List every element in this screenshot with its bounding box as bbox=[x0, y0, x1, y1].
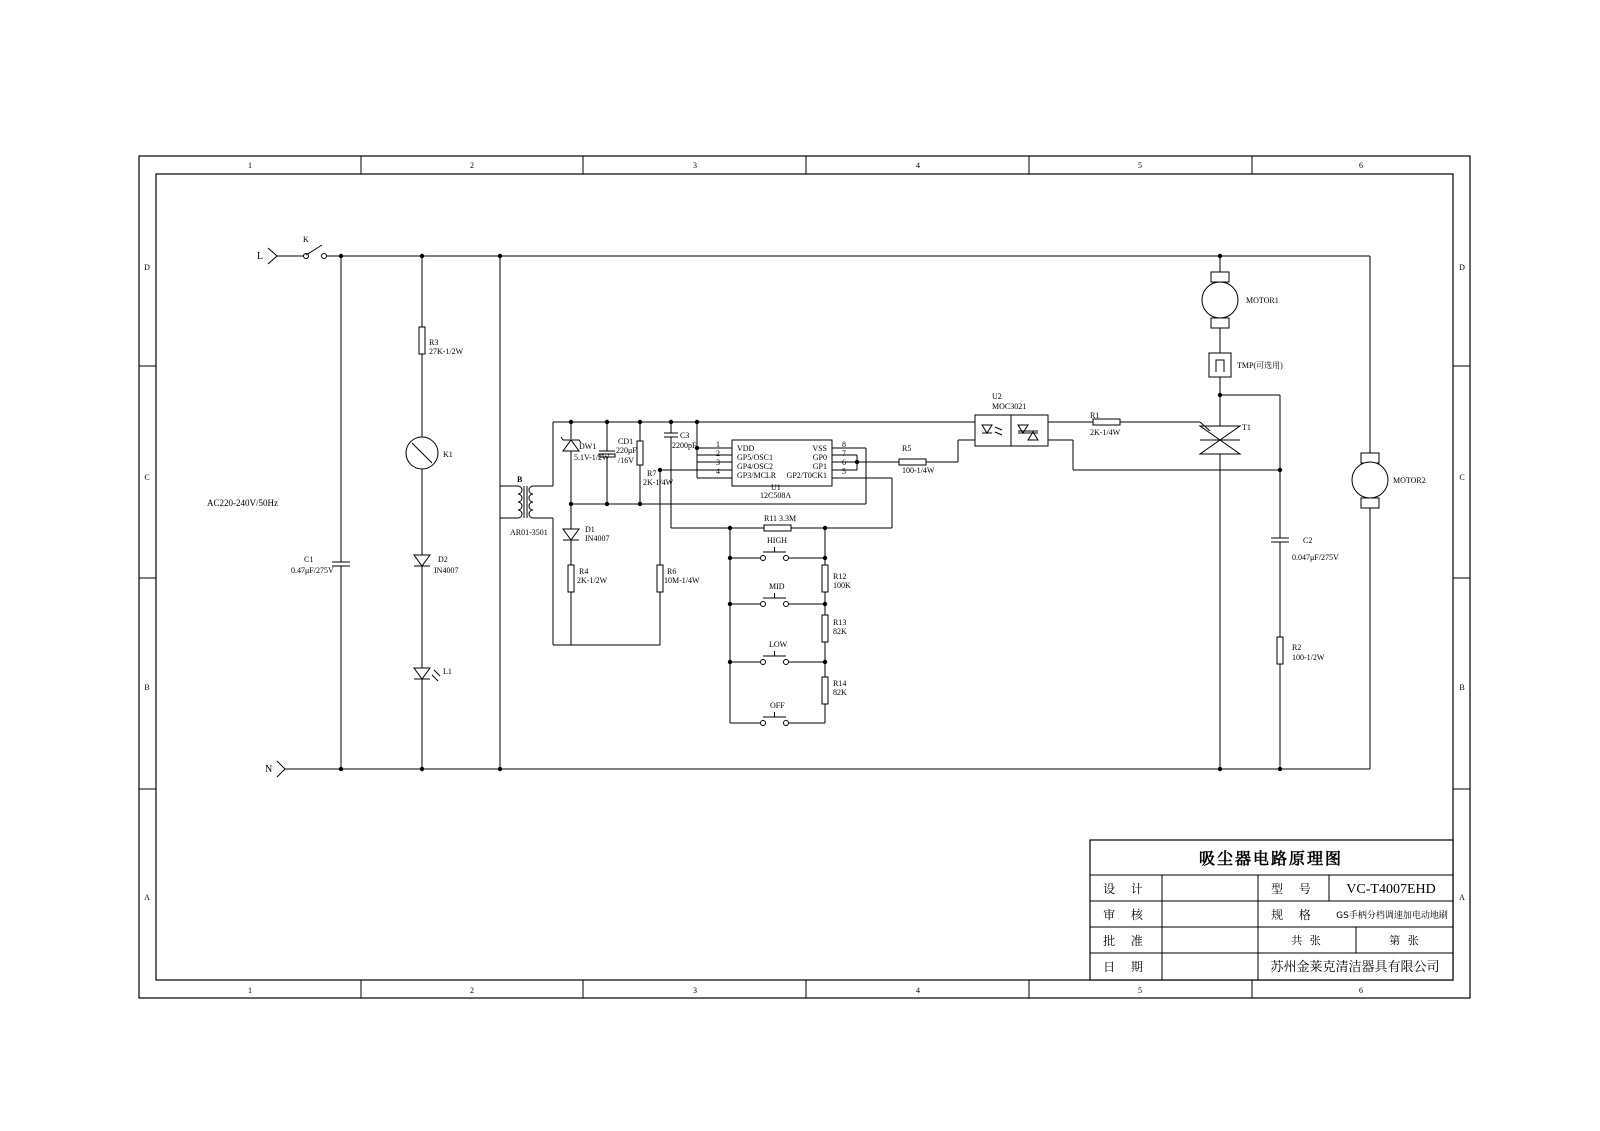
u1-num-6: 6 bbox=[842, 458, 846, 467]
u1-num-5: 5 bbox=[842, 467, 846, 476]
label-c2-value: 0.047μF/275V bbox=[1292, 553, 1339, 562]
tb-model-value: VC-T4007EHD bbox=[1346, 882, 1436, 897]
optocoupler-u2 bbox=[975, 415, 1048, 446]
label-dw1-value: 5.1V-1/2W bbox=[574, 453, 610, 462]
u1-pin-gp5: GP5/OSC1 bbox=[737, 453, 774, 462]
u1-pin-gp0: GP0 bbox=[812, 453, 827, 462]
motor-branch bbox=[1200, 256, 1388, 769]
zone-col-3-top: 3 bbox=[693, 161, 697, 170]
tb-total-sheets: 共 张 bbox=[1291, 934, 1323, 947]
label-r1-value: 2K-1/4W bbox=[1090, 428, 1121, 437]
tb-spec-value: GS手柄分档调速加电动地刷 bbox=[1336, 911, 1448, 921]
zone-col-1-top: 1 bbox=[248, 161, 252, 170]
tb-approve-label: 批 准 bbox=[1103, 934, 1149, 948]
label-cd1-value1: 220μF bbox=[616, 446, 637, 455]
label-cd1-value2: /16V bbox=[618, 456, 634, 465]
tb-design-label: 设 计 bbox=[1103, 882, 1149, 896]
thermal-protector-tmp bbox=[1209, 353, 1231, 377]
zone-row-b-right: B bbox=[1459, 683, 1465, 692]
label-n: N bbox=[265, 764, 273, 775]
label-d2: D2 bbox=[438, 555, 448, 564]
title-block bbox=[1090, 840, 1453, 980]
u1-pin-gp1: GP1 bbox=[812, 462, 827, 471]
zone-col-3-bottom: 3 bbox=[693, 986, 697, 995]
label-d2-value: IN4007 bbox=[434, 566, 459, 575]
zone-col-4-bottom: 4 bbox=[916, 986, 920, 995]
resistor-r3 bbox=[419, 327, 425, 354]
u1-pin-vdd: VDD bbox=[737, 444, 755, 453]
resistor-r11 bbox=[764, 525, 791, 531]
label-r3: R3 bbox=[429, 338, 439, 347]
u1-pin-gp3: GP3/MCLR bbox=[737, 471, 777, 480]
label-l: L bbox=[257, 251, 264, 262]
zone-col-5-top: 5 bbox=[1138, 161, 1142, 170]
tb-check-label: 审 核 bbox=[1103, 908, 1149, 922]
label-c1: C1 bbox=[304, 555, 314, 564]
label-r5-value: 100-1/4W bbox=[902, 466, 935, 475]
label-r4-value: 2K-1/2W bbox=[577, 576, 608, 585]
label-b: B bbox=[517, 475, 523, 484]
resistor-r14 bbox=[822, 677, 828, 704]
zone-row-b-left: B bbox=[144, 683, 150, 692]
u1-num-3: 3 bbox=[716, 458, 720, 467]
label-cd1: CD1 bbox=[618, 437, 634, 446]
zone-col-6-bottom: 6 bbox=[1359, 986, 1363, 995]
label-r4: R4 bbox=[579, 567, 589, 576]
resistor-r12 bbox=[822, 565, 828, 592]
label-k1: K1 bbox=[443, 450, 453, 459]
label-low: LOW bbox=[769, 640, 788, 649]
triac-t1 bbox=[1200, 426, 1240, 440]
label-high: HIGH bbox=[767, 536, 787, 545]
label-r7: R7 bbox=[647, 469, 657, 478]
label-r2-value: 100-1/2W bbox=[1292, 653, 1325, 662]
u1-num-8: 8 bbox=[842, 440, 846, 449]
motor2-icon bbox=[1352, 462, 1388, 498]
transformer-b bbox=[518, 486, 533, 518]
zone-col-5-bottom: 5 bbox=[1138, 986, 1142, 995]
zone-row-a-left: A bbox=[144, 893, 150, 902]
tb-sheet-no: 第 张 bbox=[1389, 934, 1421, 947]
u1-num-2: 2 bbox=[716, 449, 720, 458]
label-r6-value: 10M-1/4W bbox=[664, 576, 700, 585]
u1-pin-gp2: GP2/T0CK1 bbox=[786, 471, 827, 480]
label-tmp: TMP(可选用) bbox=[1237, 361, 1283, 370]
zone-row-c-right: C bbox=[1459, 473, 1465, 482]
label-mid: MID bbox=[769, 582, 785, 591]
label-u2-value: MOC3021 bbox=[992, 402, 1027, 411]
tb-company: 苏州金莱克清洁器具有限公司 bbox=[1270, 960, 1440, 975]
diode-d2 bbox=[414, 555, 430, 566]
label-l1: L1 bbox=[443, 667, 452, 676]
resistor-r4 bbox=[568, 565, 574, 592]
label-r12-value: 100K bbox=[833, 581, 851, 590]
drawing-title: 吸尘器电路原理图 bbox=[1198, 849, 1344, 868]
resistor-r2 bbox=[1277, 637, 1283, 664]
u1-num-7: 7 bbox=[842, 449, 846, 458]
zener-dw1 bbox=[563, 440, 579, 451]
u1-num-1: 1 bbox=[716, 440, 720, 449]
zone-col-4-top: 4 bbox=[916, 161, 920, 170]
tb-date-label: 日 期 bbox=[1103, 960, 1149, 974]
zone-row-d-left: D bbox=[144, 263, 150, 272]
zone-col-2-top: 2 bbox=[470, 161, 474, 170]
wiring bbox=[268, 245, 1370, 777]
label-r1: R1 bbox=[1090, 411, 1100, 420]
junction-dots bbox=[339, 254, 1282, 771]
zone-col-2-bottom: 2 bbox=[470, 986, 474, 995]
led-l1 bbox=[414, 668, 430, 679]
label-r6: R6 bbox=[667, 567, 677, 576]
label-c3-value: 2200pF bbox=[672, 441, 697, 450]
label-u1: U1 bbox=[771, 483, 781, 492]
ic-u1 bbox=[716, 440, 866, 486]
label-r3-value: 27K-1/2W bbox=[429, 347, 464, 356]
component-labels bbox=[207, 235, 1426, 775]
label-r5: R5 bbox=[902, 444, 912, 453]
zone-col-1-bottom: 1 bbox=[248, 986, 252, 995]
u1-pin-vss: VSS bbox=[812, 444, 827, 453]
speed-switch-ladder bbox=[730, 525, 828, 726]
label-t1: T1 bbox=[1242, 423, 1251, 432]
label-d1: D1 bbox=[585, 525, 595, 534]
label-motor2: MOTOR2 bbox=[1393, 476, 1426, 485]
label-b-value: AR01-3501 bbox=[510, 528, 548, 537]
resistor-r7 bbox=[637, 441, 643, 465]
resistor-r6 bbox=[657, 565, 663, 592]
label-r13: R13 bbox=[833, 618, 847, 627]
u1-pin-gp4: GP4/OSC2 bbox=[737, 462, 774, 471]
label-r7-value: 2K-1/4W bbox=[643, 478, 674, 487]
label-r13-value: 82K bbox=[833, 627, 847, 636]
label-r11: R11 3.3M bbox=[764, 514, 797, 523]
label-r12: R12 bbox=[833, 572, 847, 581]
resistor-r5 bbox=[899, 459, 926, 465]
label-u1-value: 12C508A bbox=[760, 491, 792, 500]
motor1-icon bbox=[1202, 282, 1238, 318]
label-d1-value: IN4007 bbox=[585, 534, 610, 543]
label-motor1: MOTOR1 bbox=[1246, 296, 1279, 305]
resistor-r13 bbox=[822, 615, 828, 642]
zone-col-6-top: 6 bbox=[1359, 161, 1363, 170]
label-r14: R14 bbox=[833, 679, 847, 688]
zone-row-c-left: C bbox=[144, 473, 150, 482]
label-r14-value: 82K bbox=[833, 688, 847, 697]
label-supply: AC220-240V/50Hz bbox=[207, 498, 278, 508]
label-c3: C3 bbox=[680, 431, 690, 440]
label-c2: C2 bbox=[1303, 536, 1313, 545]
label-u2: U2 bbox=[992, 392, 1002, 401]
diode-d1 bbox=[563, 529, 579, 540]
label-k: K bbox=[303, 235, 309, 244]
zone-row-a-right: A bbox=[1459, 893, 1465, 902]
tb-spec-label: 规 格 bbox=[1271, 908, 1317, 922]
label-r2: R2 bbox=[1292, 643, 1302, 652]
tb-model-label: 型 号 bbox=[1271, 882, 1317, 896]
label-dw1: DW1 bbox=[579, 442, 597, 451]
zone-row-d-right: D bbox=[1459, 263, 1465, 272]
label-off: OFF bbox=[770, 701, 785, 710]
u1-num-4: 4 bbox=[716, 467, 720, 476]
label-c1-value: 0.47μF/275V bbox=[291, 566, 334, 575]
